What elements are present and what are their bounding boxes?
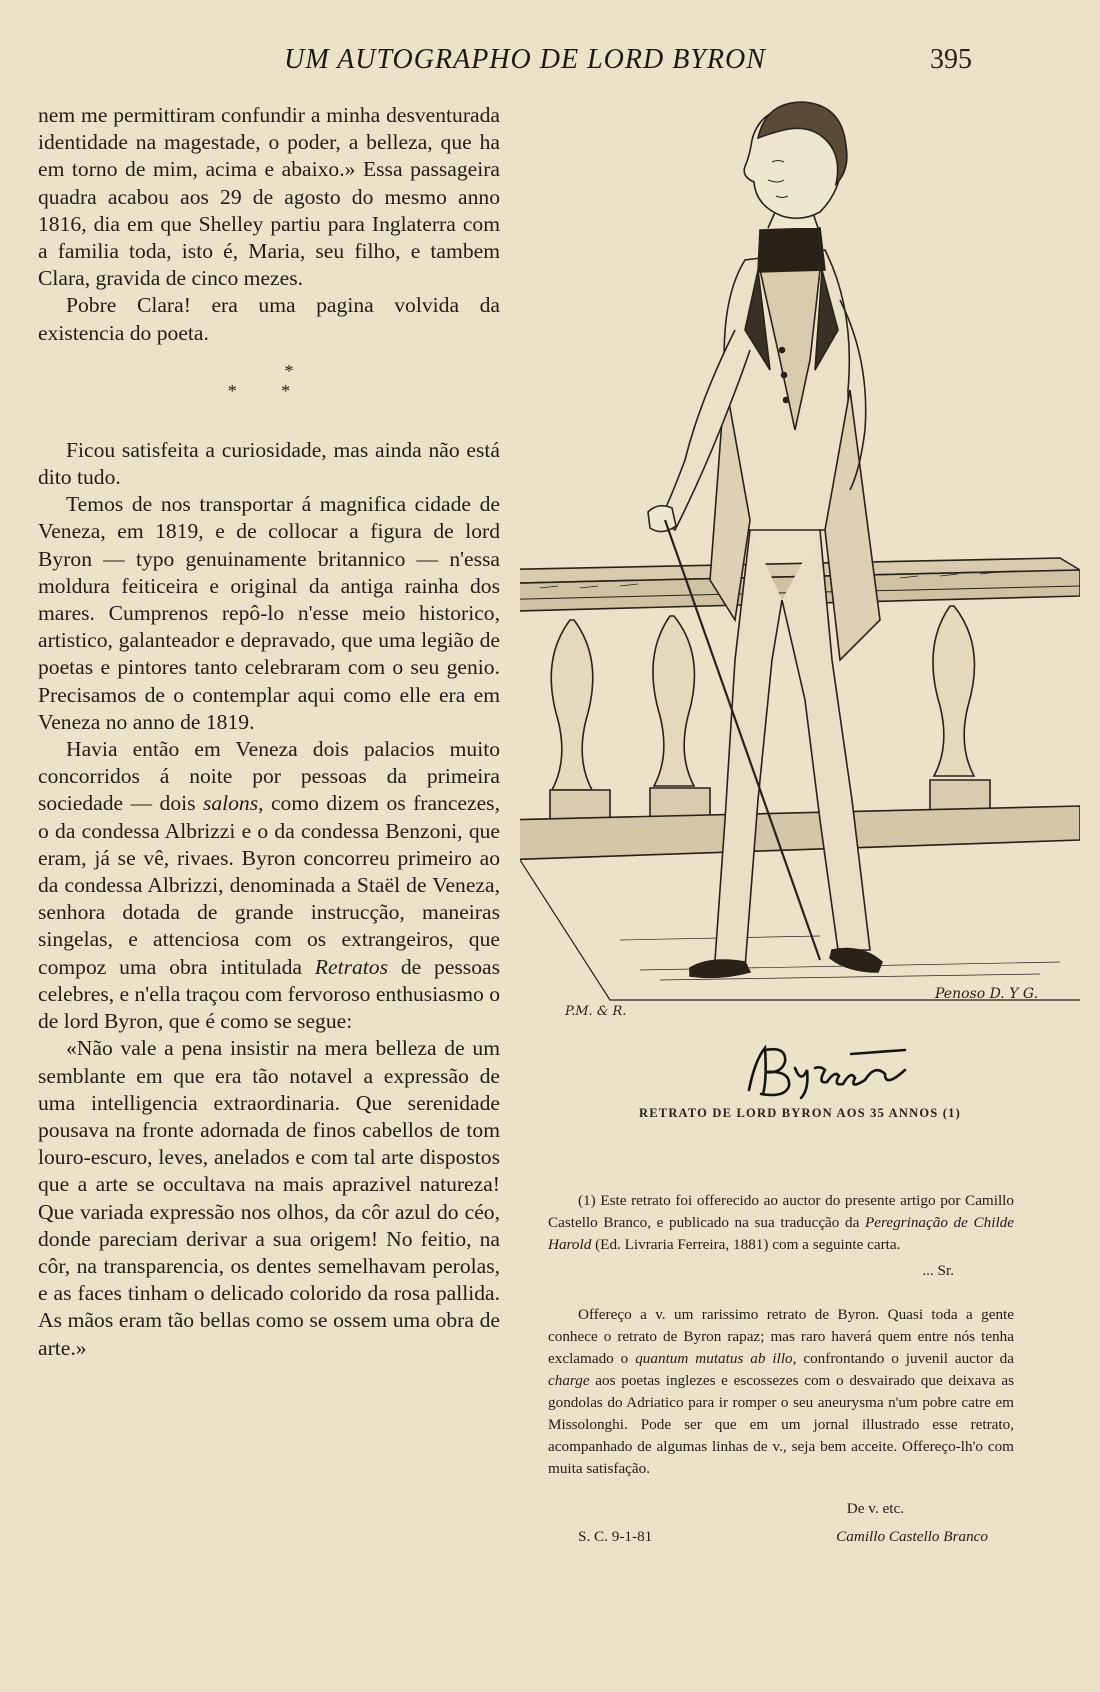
byron-portrait-engraving — [520, 100, 1080, 1040]
paragraph: Ficou satisfeita a curiosidade, mas ainda não está dito tudo. — [38, 437, 500, 490]
text-run: de pessoas celebres, e n'ella traçou com fervoroso enthusiasmo o de lord Byron, que é como se segue: — [38, 954, 500, 1034]
asterisk-top: * — [284, 360, 294, 381]
footnote-text — [548, 1190, 1014, 1256]
asterisk-bottom: * * — [227, 380, 311, 401]
text-run: , como dizem os francezes, o da condessa Albrizzi e o da condessa Benzoni, que eram, já se vê, rivaes. Byron concorreu primeiro ao da condessa Albrizzi, denominada a Staël de Veneza, senhora dotada de grande instrucção, maneiras singelas, e attenciosa com os extrangeiros, que compoz uma obra intitulada — [38, 791, 500, 979]
engraver-mark-right: Penoso D. Y G. — [935, 986, 1039, 1002]
paragraph: nem me permittiram confundir a minha desventurada identidade na magestade, o poder, a belleza, que ha em torno de mim, acima e abaixo.» Essa passageira quadra acabou aos 29 de agosto do mesmo anno 1816, dia em que Shelley partiu para Inglaterra com a familia toda, isto é, Maria, seu filho, e tambem Clara, gravida de cinco mezes. — [38, 103, 500, 291]
text-run: (1) Este retrato foi offerecido ao auctor do presente artigo por Camillo Castello Branco, e publicado na sua traducção da — [548, 1192, 1014, 1231]
paragraph — [38, 736, 500, 1035]
quotation-paragraph: «Não vale a pena insistir na mera belleza de um semblante em que era tão notavel a expressão de uma intelligencia extraordinaria. Que serenidade pousava na fronte adornada de finos cabellos de tom louro-escuro, leves, anelados e com tal arte dispostos que a arte se occultava na mais aprazivel natureza! Que variada expressão nos olhos, da côr azul do céo, donde pareciam derivar a sua origem! No feitio, na côr, na transparencia, os dentes semelhavam perolas, e as faces tinham o delicado colorido da rosa pallida. As mãos eram tão bellas como se ossem uma obra de arte.» — [38, 1036, 500, 1360]
letter-salutation: ... Sr. — [922, 1262, 954, 1279]
running-title: UM AUTOGRAPHO DE LORD BYRON — [284, 44, 766, 75]
signature-graphic — [735, 1040, 935, 1100]
text-run: Offereço a v. um rarissimo retrato de Byron. Quasi toda a gente conhece o retrato de Byron rapaz; mas raro haverá quem entre nós tenha exclamado o — [548, 1306, 1014, 1367]
italic-term: charge — [548, 1372, 590, 1389]
letter-signature-row — [548, 1526, 1014, 1548]
text-run: (Ed. Livraria Ferreira, 1881) com a seguinte carta. — [591, 1236, 901, 1253]
italic-title: Peregrinação de Childe Harold — [548, 1214, 1015, 1253]
italic-title: Retratos — [314, 954, 388, 979]
letter-author: Camillo Castello Branco — [836, 1528, 988, 1545]
engraver-mark-left: P.M. & R. — [565, 1004, 627, 1019]
letter-body — [548, 1304, 1014, 1480]
text-run: aos poetas inglezes e escossezes com o desvairado que deixava as gondolas do Adriatico para ir romper o seu aneurysma n'um pobre catre em Missolonghi. Pode ser que em um jornal illustrado esse retrato, acompanhado de algumas linhas de v., seja bem acceite. Offereço-lh'o com muita satisfação. — [548, 1372, 1014, 1477]
footnote — [548, 1190, 1014, 1548]
portrait-illustration — [520, 100, 1080, 1040]
italic-term: salons — [202, 791, 259, 816]
paragraph: Pobre Clara! era uma pagina volvida da existencia do poeta. — [38, 293, 500, 345]
letter-closing: De v. etc. — [846, 1500, 904, 1517]
section-break-asterisks — [38, 361, 500, 401]
page-number: 395 — [930, 44, 972, 75]
left-text-column — [38, 102, 500, 1362]
text-run: Havia então em Veneza dois palacios muito concorridos á noite por pessoas da primeira sociedade — dois — [38, 737, 500, 816]
place-date: S. C. 9-1-81 — [578, 1528, 653, 1545]
paragraph: Temos de nos transportar á magnifica cidade de Veneza, em 1819, e de collocar a figura de lord Byron — typo genuinamente britannico — n'essa moldura feiticeira e original da antiga rainha dos mares. Cumprenos repô-lo n'esse meio historico, artistico, galanteador e depravado, que uma legião de poetas e pintores tanto celebraram com o seu genio. Precisamos de o contemplar aqui como elle era em Veneza no anno de 1819. — [38, 492, 500, 734]
portrait-caption: RETRATO DE LORD BYRON AOS 35 ANNOS (1) — [639, 1106, 961, 1120]
text-run: , confrontando o juvenil auctor da — [792, 1350, 1015, 1367]
italic-quote: quantum mutatus ab illo — [635, 1350, 793, 1367]
byron-signature — [735, 1040, 935, 1100]
